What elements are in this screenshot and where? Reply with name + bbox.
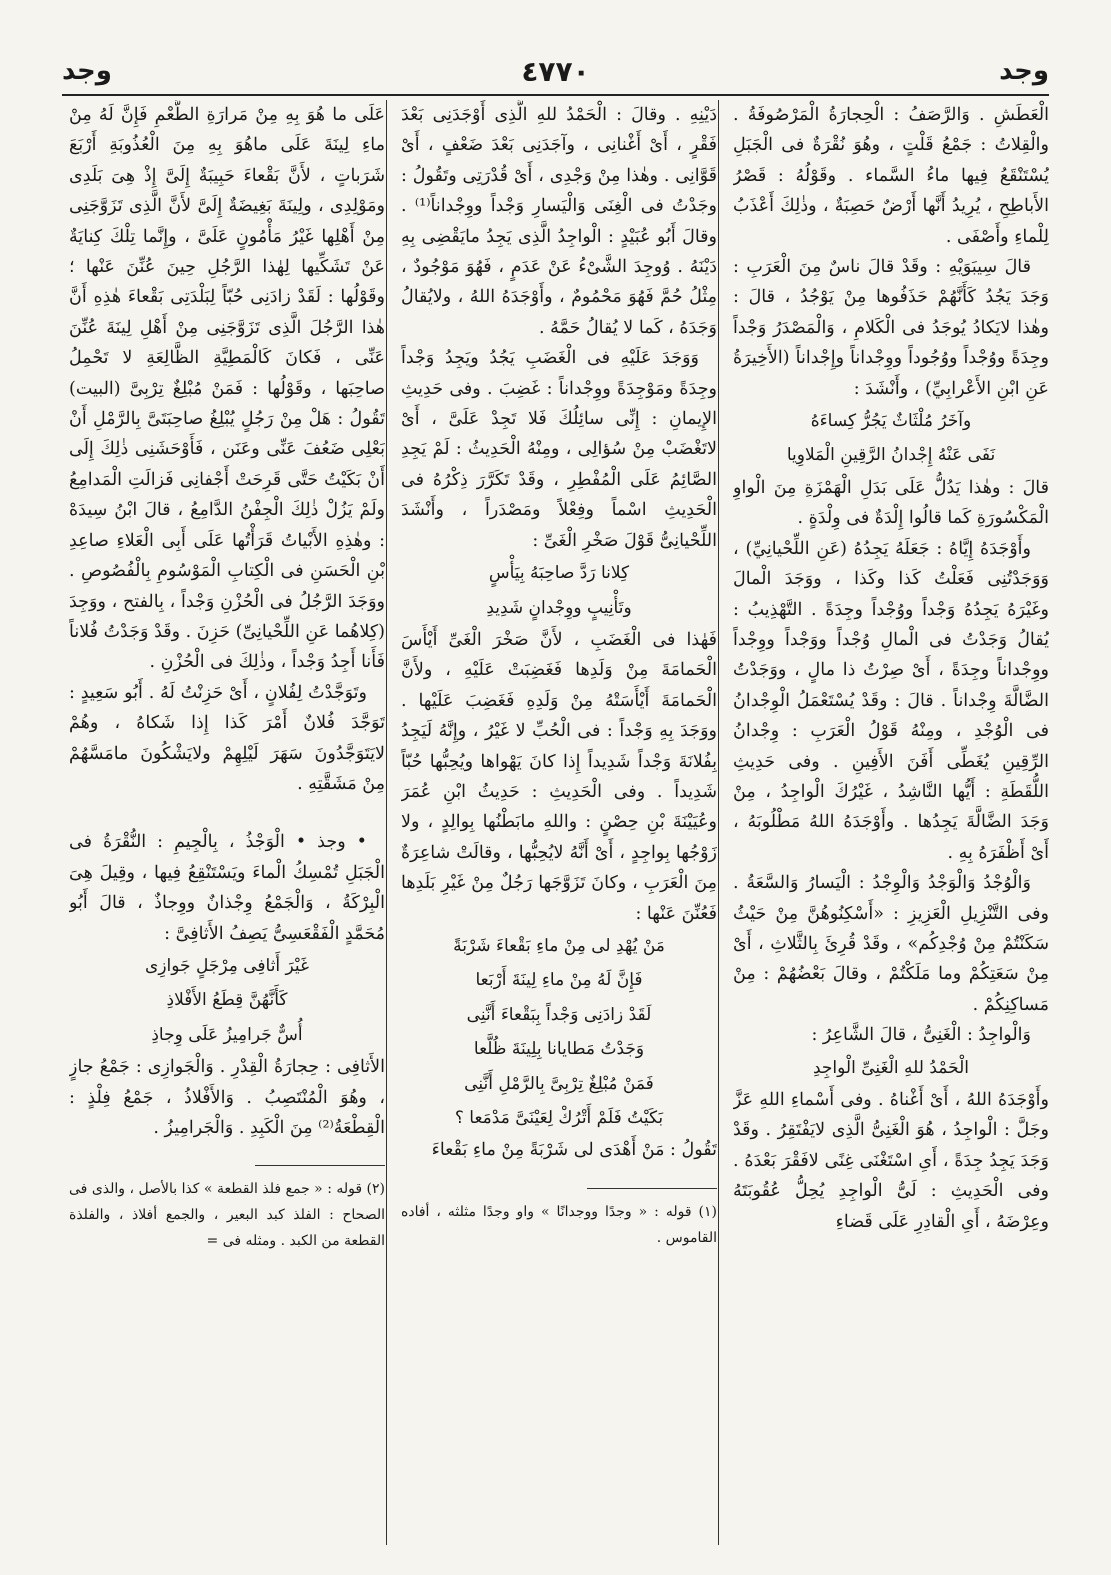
- page-header: [62, 48, 1049, 94]
- paragraph: وَالْوُجْدُ وَالْوَجْدُ وَالْوِجْدُ : الْيَسارُ وَالسَّعَةُ . وفى التَّنْزِيلِ الْعَزِيزِ : «أَسْكِنُوهُنَّ مِنْ حَيْثُ سَكَنْتُمْ مِنْ وُجْدِكُم» ، وقَدْ قُرِئَ بِالثَّلاثِ ، أَىْ مِنْ سَعَتِكُمْ وما مَلَكْتُمْ ، وقالَ بَعْضُهُمْ : مِنْ مَساكِنِكُمْ .: [733, 873, 1049, 1015]
- paragraph: وأَوْجَدَهُ اللهُ ، أَىْ أَغْناهُ . وفى أَسْماءِ اللهِ عَزَّ وجَلَّ : الْواجِدُ ، هُوَ الْغَنِىُّ الَّذِى لايَفْتَقِرُ . وقَدْ وَجَدَ يَجِدُ جِدَةً ، أَىِ اسْتَغْنَى غِنًى لافَقْرَ بَعْدَهُ . وفى الْحَدِيثِ : لَىُّ الْواجِدِ يُحِلُّ عُقُوبَتَهُ وعِرْضَهُ ، أَىِ الْقادِرِ عَلَى قَضاءِ: [733, 1090, 1049, 1232]
- verse-line: نَفَى عَنْهُ إِجْدانُ الرَّقِينِ الْمَلاوِيا: [786, 445, 996, 466]
- text-columns: [62, 100, 1049, 1575]
- column-right: [733, 100, 1049, 1560]
- footnote: (٢) قوله : « جمع فلذ القطعة » كذا بالأصل ، والذى فى الصحاح : الفلذ كبد البعير ، والجمع أفلاذ ، والفلذة القطعة من الكبد . ومثله فى =: [69, 1181, 385, 1250]
- paragraph: الأَثافِى : حِجارَةُ الْقِدْرِ . وَالْجَوازِى : جَمْعُ جازٍ ، وهُوَ الْمُنْتَصِبُ . وَالأَفْلاذُ ، جَمْعُ فِلْذٍ : الْقِطْعَةُ⁽²⁾ مِنَ الْكَبِدِ . وَالْجَرامِيزُ .: [69, 1057, 385, 1138]
- verse-line: غَيْرَ أَثافِى مِرْجَلٍ جَوازِى: [145, 955, 309, 976]
- footnote-rule: [255, 1165, 385, 1166]
- verse-line: فَإِنَّ لَهُ مِنْ ماءِ لِينَةَ أَرْبَعا: [475, 970, 643, 991]
- page-number: ٤٧٧٠: [521, 54, 590, 88]
- footnote: (١) قوله : « وجدًا ووجدانًا » واو وجدًا مثلثه ، أفاده القاموس .: [401, 1203, 717, 1246]
- paragraph: تَقُولُ : مَنْ أَهْدَى لى شَرْبَةً مِنْ ماءِ بَقْعاءَ: [431, 1140, 717, 1161]
- header-right-word: وجد: [999, 56, 1049, 86]
- verse-line: كِلانا رَدَّ صاحِبَهُ بِيَأْسٍ: [488, 563, 630, 584]
- column-left: [69, 100, 385, 1560]
- header-left-word: وجد: [62, 56, 112, 86]
- verse-line: فَمَنْ مُبْلِغٌ تِرْبِىَّ بِالرَّمْلِ أَنَّنِى: [464, 1073, 654, 1094]
- verse-line: وتَأْنِيبٍ ووِجْدانٍ شَدِيدِ: [486, 597, 632, 618]
- verse-line: مَنْ يُهْدِ لى مِنْ ماءِ بَقْعاءَ شَرْبَةً: [453, 935, 665, 956]
- paragraph: عَلَى ما هُوَ بِهِ مِنْ مَرارَةِ الطَّعْمِ فَإِنَّ لَهُ مِنْ ماءِ لِينَةَ عَلَى ماهُوَ بِهِ مِنَ الْعُذُوبَةِ أَرْبَعَ شَرَباتٍ ، لأَنَّ بَقْعاءَ حَبِيبَةٌ إِلَىَّ إِذْ هِىَ بَلَدِى ومَوْلِدِى ، ولِينَةَ بَغِيضَةٌ إِلَىَّ لأَنَّ الَّذِى تَزَوَّجَنِى مِنْ أَهْلِها غَيْرُ مَأْمُونٍ عَلَىَّ ، وإِنَّما تِلْكَ كِنايَةٌ عَنْ تَشَكِّيها لِهٰذا الرَّجُلِ حِينَ عُنِّنَ عَنْها ؛ وقَوْلُها : لَقَدْ زادَنِى حُبّاً لِبَلْدَتِى بَقْعاءَ هٰذِهِ أَنَّ هٰذا الرَّجُلَ الَّذِى تَزَوَّجَنِى مِنْ أَهْلِ لِينَةَ عُنِّنَ عَنِّى ، فَكانَ كَالْمَطِيَّةِ الظَّالِعَةِ لا تَحْمِلُ صاحِبَها ، وقَوْلُها : فَمَنْ مُبْلِغٌ تِرْبِىَّ (البيت) تَقُولُ : هَلْ مِنْ رَجُلٍ يُبْلِغُ صاحِبَتَىَّ بِالرَّمْلِ أَنْ بَعْلِى ضَعُفَ عَنِّى وعَنَن ، فَأَوْحَشَنِى ذٰلِكَ إِلَى أَنْ بَكَيْتُ حَتَّى قَرِحَتْ أَجْفانِى فَزالَتِ الْمَدامِعُ ولَمْ يَزُلْ ذٰلِكَ الْجِفْنُ الدَّامِعُ ، قالَ ابْنُ سِيدَهْ : وهٰذِهِ الأَبْياتُ قَرَأْتُها عَلَى أَبِى الْعَلاءِ صاعِدِ بْنِ الْحَسَنِ فى الْكِتابِ الْمَوْسُومِ بِالْفُصُوصِ . ووَجَدَ الرَّجُلُ فى الْحُزْنِ وَجْداً ، بِالفتح ، ووَجِدَ (كِلاهُما عَنِ اللِّحْيانِىِّ) حَزِنَ . وقَدْ وَجَدْتُ فُلاناً فَأَنا أَجِدُ وَجْداً ، وذٰلِكَ فى الْحُزْنِ .: [69, 105, 385, 673]
- paragraph: قالَ : وهٰذا يَدُلُّ عَلَى بَدَلِ الْهَمْزَةِ مِنَ الْواوِ الْمَكْسُورَةِ كَما قالُوا إِلْدَةٌ فى وِلْدَةٍ .: [733, 477, 1049, 529]
- verse-line: أُسٌّ جَرامِيزُ عَلَى وِجاذِ: [151, 1024, 303, 1045]
- verse-line: وَجَدْتُ مَطايانا بِلِينَةَ ظُلَّعا: [473, 1039, 645, 1060]
- paragraph: وَالْواجِدُ : الْغَنِىُّ ، قالَ الشَّاعِرُ :: [811, 1025, 1031, 1046]
- footnote-rule: [587, 1188, 717, 1189]
- paragraph: وتَوَجَّدْتُ لِفُلانٍ ، أَىْ حَزِنْتُ لَهُ . أَبُو سَعِيدٍ : تَوَجَّدَ فُلانٌ أَمْرَ كَذا إِذا شَكاهُ ، وهُمْ لايَتَوَجَّدُونَ سَهَرَ لَيْلِهِمْ ولايَشْكُونَ مامَسَّهُمْ مِنْ مَشَقَّتِهِ .: [69, 682, 385, 794]
- entry-heading-paragraph: • وجذ • الْوَجْذُ ، بِالْجِيمِ : النُّقْرَةُ فى الْجَبَلِ تُمْسِكُ الْماءَ ويَسْتَنْقِعُ فِيها ، وقِيلَ هِىَ الْبِرْكَةُ ، وَالْجَمْعُ وِجْذانٌ ووِجاذٌ ، قالَ أَبُو مُحَمَّدٍ الْفَقْعَسِىُّ يَصِفُ الأَثافِىَّ :: [69, 832, 385, 944]
- paragraph: فَهٰذا فى الْغَضَبِ ، لأَنَّ صَخْرَ الْغَىِّ أَيْأَسَ الْحَمامَةَ مِنْ وَلَدِها فَغَضِبَتْ عَلَيْهِ ، ولأَنَّ الْحَمامَةَ أَيْأَسَتْهُ مِنْ وَلَدِهِ فَغَضِبَ عَلَيْها . ووَجَدَ بِهِ وَجْداً : فى الْحُبِّ لا غَيْرُ ، وإِنَّهُ لَيَجِدُ بِفُلانَةَ وَجْداً شَدِيداً إِذا كانَ يَهْواها ويُحِبُّها حُبّاً شَدِيداً . وفى الْحَدِيثِ : حَدِيثُ ابْنِ عُمَرَ وعُيَيْنَةَ بْنِ حِصْنٍ : واللهِ مابَطْنُها بِوالِدٍ ، ولا زَوْجُها بِواجِدٍ ، أَىْ أَنَّهُ لايُحِبُّها ، وقالَتْ شاعِرَةٌ مِنَ الْعَرَبِ ، وكانَ تَزَوَّجَها رَجُلٌ مِنْ غَيْرِ بَلَدِها فَعُنِّنَ عَنْها :: [401, 629, 717, 924]
- verse-line: كَأَنَّهُنَّ قِطَعُ الأَفْلاذِ: [166, 990, 288, 1011]
- paragraph: وأَوْجَدَهُ إِيَّاهُ : جَعَلَهُ يَجِدُهُ (عَنِ اللِّحْيانِيِّ) ، وَوَجَدْتُنِى فَعَلْتُ كَذا وكَذا ، ووَجَدَ الْمالَ وغَيْرَهُ يَجِدُهُ وَجْداً ووُجْداً وجِدَةً . التَّهْذِيبُ : يُقالُ وَجَدْتُ فى الْمالِ وُجْداً ووَجْداً ووِجْداً ووِجْداناً وجِدَةً ، أَىْ صِرْتُ ذا مالٍ ، ووَجَدْتُ الضَّالَّةَ وِجْداناً . قالَ : وقَدْ يُسْتَعْمَلُ الْوِجْدانُ فى الْوُجْدِ ، ومِنْهُ قَوْلُ الْعَرَبِ : وِجْدانُ الرِّقِينِ يُغَطِّى أَفَنَ الأَفِينِ . وفى حَدِيثِ اللُّقَطَةِ : أَيُّها النَّاشِدُ ، غَيْرُكَ الْواجِدُ ، مِنْ وَجَدَ الضَّالَّةَ يَجِدُها . وأَوْجَدَهُ اللهُ مَطْلُوبَهُ ، أَىْ أَظْفَرَهُ بِهِ .: [733, 538, 1049, 863]
- verse-line: لَقَدْ زادَنِى وَجْداً بِبَقْعاءَ أَنَّنِى: [466, 1004, 652, 1025]
- paragraph: وَوَجَدَ عَلَيْهِ فى الْغَضَبِ يَجُدُ ويَجِدُ وَجْداً وجِدَةً ومَوْجِدَةً ووِجْداناً : غَضِبَ . وفى حَدِيثِ الإِيمانِ : إِنِّى سائِلُكَ فَلا تَجِدْ عَلَىَّ ، أَىْ لاتَغْضَبْ مِنْ سُؤالِى ، ومِنْهُ الْحَدِيثُ : لَمْ يَجِدِ الصَّائِمُ عَلَى الْمُفْطِرِ ، وقَدْ تَكَرَّرَ ذِكْرُهُ فى الْحَدِيثِ اسْماً وفِعْلاً ومَصْدَراً ، وأَنْشَدَ اللِّحْيانِىُّ قَوْلَ صَخْرِ الْغَىِّ :: [401, 348, 717, 551]
- column-middle: [401, 100, 717, 1560]
- paragraph: دَيْنِهِ . وقالَ : الْحَمْدُ للهِ الَّذِى أَوْجَدَنِى بَعْدَ فَقْرٍ ، أَىْ أَغْنانِى ، وآجَدَنِى بَعْدَ ضَعْفٍ ، أَىْ قَوَّانِى . وهٰذا مِنْ وَجْدِى ، أَىْ قُدْرَتِى وتَقُولُ : وجَدْتُ فى الْغِنَى وَالْيَسارِ وَجْداً ووِجْداناً⁽¹⁾ . وقالَ أَبُو عُبَيْدٍ : الْواجِدُ الَّذِى يَجِدُ مايَقْضِى بِهِ دَيْنَهُ . وُوجِدَ الشَّىْءُ عَنْ عَدَمٍ ، فَهُوَ مَوْجُودٌ ، مِثْلُ حُمَّ فَهُوَ مَحْمُومٌ ، وأَوْجَدَهُ اللهُ ، ولايُقالُ وَجَدَهُ ، كَما لا يُقالُ حَمَّهُ .: [401, 105, 717, 338]
- header-rule: [62, 94, 1049, 96]
- verse-line: بَكَيْتُ فَلَمْ أَتْرُكْ لِعَيْنَىَّ مَدْمَعا ؟: [454, 1108, 664, 1128]
- paragraph: الْعَطَشِ . وَالرَّصَفُ : الْحِجارَةُ الْمَرْصُوفَةُ . والْقِلاتُ : جَمْعُ قَلْتٍ ، وهُوَ نُقْرَةٌ فى الْجَبَلِ يُسْتَنْقَعُ فِيها ماءُ السَّماء . وقَوْلُهُ : قَصْرُ الأَباطِحِ ، يُرِيدُ أَنَّها أَرْضٌ حَصِبَةٌ ، وذٰلِكَ أَعْذَبُ لِلْماءِ وأَصْفَى .: [733, 105, 1049, 247]
- verse-line: الْحَمْدُ للهِ الْغَنِىِّ الْواجِدِ: [812, 1057, 969, 1078]
- paragraph: قالَ سِيبَوَيْهِ : وقَدْ قالَ ناسٌ مِنَ الْعَرَبِ : وَجَدَ يَجُدُ كَأَنَّهُمْ حَذَفُوها مِنْ يَوْجُدُ ، قالَ : وهٰذا لايَكادُ يُوجَدُ فى الْكَلامِ ، وَالْمَصْدَرُ وَجْداً وجِدَةً ووُجْداً ووُجُوداً ووِجْداناً وإِجْداناً (الأَخِيرَةُ عَنِ ابْنِ الأَعْرابِيِّ) ، وأَنْشَدَ :: [733, 257, 1049, 399]
- verse-line: وآخَرُ مُلْثَاثٌ يَجُرُّ كِساءَهُ: [810, 411, 972, 432]
